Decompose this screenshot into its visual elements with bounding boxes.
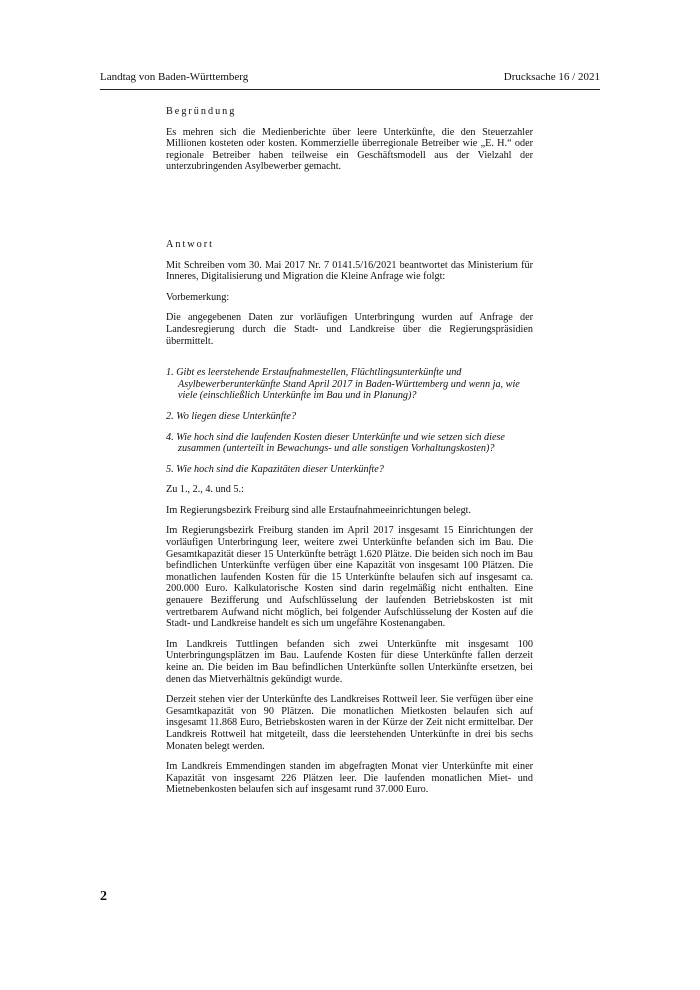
begruendung-heading: Begründung xyxy=(166,106,237,117)
antwort-heading: Antwort xyxy=(166,238,214,250)
answer-paragraph-2: Im Regierungsbezirk Freiburg standen im April 2017 insgesamt 15 Einrichtungen der vorläufigen Unterbringung leer, weitere zwei Unterkünfte befanden sich im Bau. Die Gesamtkapazität dieser 15 Unterkünfte beträgt 1.620 Plätze. Die beiden sich noch im Bau befindlichen Unterkünfte verfügen über eine Kapazität von insgesamt 100 Plätzen. Die monatlichen laufenden Kosten für die 15 Unterkünfte belaufen sich auf insgesamt ca. 200.000 Euro. Kalkulatorische Kosten sind darin regelmäßig nicht enthalten. Eine genauere Bezifferung und Aufschlüsselung der laufenden Betriebskosten ist mit vertretbarem Aufwand nicht möglich, bei folgender Aufschlüsselung der Kosten auf die Stadt- und Landkreise handelt es sich um ungefähre Kostenangaben. xyxy=(166,525,533,630)
vorbemerkung-label: Vorbemerkung: xyxy=(166,291,230,303)
answer-paragraph-4: Derzeit stehen vier der Unterkünfte des Landkreises Rottweil leer. Sie verfügen über eine Gesamtkapazität von 90 Plätzen. Die monatlichen Mietkosten belaufen sich auf insgesamt 11.868 Euro, Betriebskosten waren in der Kürze der Zeit nicht ermittelbar. Der Landkreis Rottweil hat mitgeteilt, dass die leerstehenden Unterkünfte in drei bis sechs Monaten belegt werden. xyxy=(166,694,533,752)
answer-paragraph-1: Im Regierungsbezirk Freiburg sind alle Erstaufnahmeeinrichtungen belegt. xyxy=(166,504,472,516)
begruendung-text: Es mehren sich die Medienberichte über leere Unterkünfte, die den Steuerzahler Millionen kosteten oder kosten. Kommerzielle überregionale Betreiber wie „E. H.“ oder regionale Betreiber haben teilweise ein Geschäftsmodell aus der Vielzahl der unterzubringenden Asylbewerber gemacht. xyxy=(166,126,533,173)
antwort-intro: Mit Schreiben vom 30. Mai 2017 Nr. 7 0141.5/16/2021 beantwortet das Ministerium für Inneres, Digitalisierung und Migration die Kleine Anfrage wie folgt: xyxy=(166,259,533,283)
question-4: 4. Wie hoch sind die laufenden Kosten dieser Unterkünfte und wie setzen sich diese zusammen (unterteilt in Bewachungs- und alle sonstigen Vorhaltungskosten)? xyxy=(166,431,505,455)
header-divider xyxy=(100,89,600,90)
question-5: 5. Wie hoch sind die Kapazitäten dieser Unterkünfte? xyxy=(166,463,384,475)
answer-label: Zu 1., 2., 4. und 5.: xyxy=(166,484,244,496)
question-1: 1. Gibt es leerstehende Erstaufnahmestellen, Flüchtlingsunterkünfte und Asylbewerberunterkünfte Stand April 2017 in Baden-Württemberg und wenn ja, wie viele (einschließlich Unterkünfte im Bau und in Planung)? xyxy=(166,367,520,402)
vorbemerkung-text: Die angegebenen Daten zur vorläufigen Unterbringung wurden auf Anfrage der Landesregierung durch die Stadt- und Landkreise über die Regierungspräsidien übermittelt. xyxy=(166,312,533,347)
questions-spacer xyxy=(166,356,533,367)
section-spacer xyxy=(166,182,533,239)
answer-paragraph-5: Im Landkreis Emmendingen standen im abgefragten Monat vier Unterkünfte mit einer Kapazität von insgesamt 226 Plätzen leer. Die laufenden monatlichen Miet- und Mietnebenkosten belaufen sich auf insgesamt rund 37.000 Euro. xyxy=(166,761,533,796)
answer-paragraph-3: Im Landkreis Tuttlingen befanden sich zwei Unterkünfte mit insgesamt 100 Unterbringungsplätzen im Bau. Laufende Kosten für diese Unterkünfte fallen derzeit keine an. Die beiden im Bau befindlichen Unterkünfte sollen Unterkünfte ersetzen, bei denen das Mietverhältnis gekündigt wurde. xyxy=(166,638,533,685)
header-document-number: Drucksache 16 / 2021 xyxy=(503,71,600,83)
page-number: 2 xyxy=(100,889,107,904)
page-header xyxy=(100,69,600,85)
document-body xyxy=(166,106,533,805)
header-parliament-name: Landtag von Baden-Württemberg xyxy=(100,71,249,83)
question-2: 2. Wo liegen diese Unterkünfte? xyxy=(166,410,297,422)
